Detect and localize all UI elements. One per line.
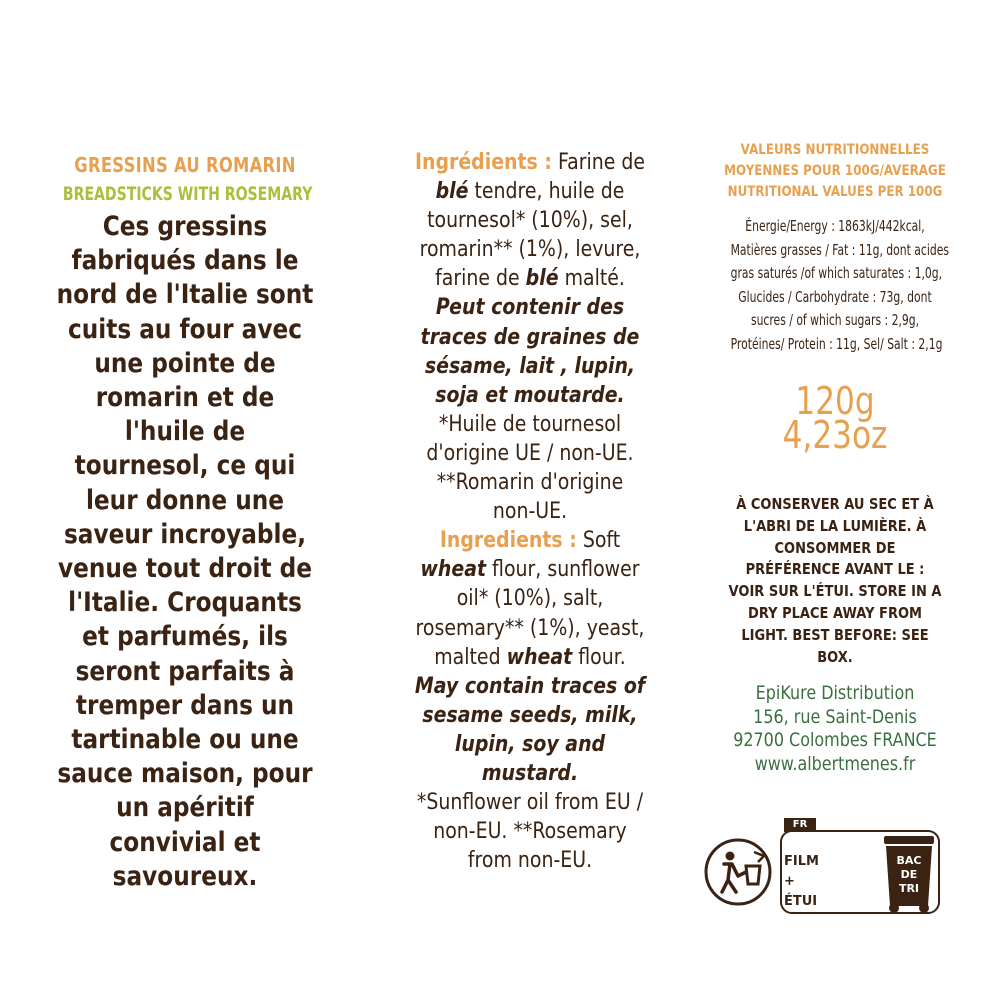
ingredients-text: malté.	[558, 266, 625, 292]
bin-label-line: DE	[900, 868, 918, 881]
ingredients-fr-line: romarin** (1%), levure,	[419, 237, 641, 263]
product-title-en: BREADSTICKS WITH ROSEMARY	[62, 183, 313, 205]
nutrition-line: sucres / of which sugars : 2,9g,	[750, 311, 920, 329]
nutrition-line: Protéines/ Protein : 11g, Sel/ Salt : 2,1g	[730, 334, 943, 353]
ingredients-fr-line: tournesol* (10%), sel,	[427, 208, 633, 234]
description-line: et parfumés, ils	[82, 621, 288, 653]
ingredients-fr-line	[397, 264, 664, 293]
allergen-en-line: lupin, soy and	[454, 731, 606, 757]
description-line: tournesol, ce qui	[74, 450, 296, 482]
origin-en-line: non-EU. **Rosemary	[433, 819, 627, 845]
description-line: romarin et de	[95, 382, 275, 414]
distributor-website: www.albertmenes.fr	[754, 752, 916, 775]
nutrition-line: gras saturés /of which saturates : 1,0g,	[730, 264, 943, 282]
allergen-word: wheat	[506, 644, 573, 670]
description-line: saveur incroyable,	[63, 518, 307, 550]
ingredients-text: Soft	[576, 528, 621, 554]
allergen-fr-line: sésame, lait , lupin,	[424, 353, 636, 379]
storage-line: VOIR SUR L'ÉTUI. STORE IN A	[728, 582, 942, 601]
ingredients-text: flour.	[572, 644, 626, 670]
allergen-word: blé	[435, 179, 469, 205]
description-line: savoureux.	[112, 860, 258, 892]
bin-label-line: TRI	[898, 882, 920, 895]
allergen-fr-line: traces de graines de	[420, 324, 640, 350]
allergen-en-line: sesame seeds, milk,	[422, 702, 638, 728]
country-tab: FR	[784, 818, 816, 832]
origin-fr-line: non-UE.	[492, 499, 568, 525]
recycling-items	[784, 852, 819, 912]
ingredients-en-line	[397, 526, 664, 555]
nutrition-heading-line: MOYENNES POUR 100G/AVERAGE	[724, 163, 946, 179]
ingredients-en-label: Ingredients :	[439, 528, 577, 554]
recycling-item-etui-label: ÉTUI	[784, 894, 818, 909]
distributor-name: EpiKure Distribution	[755, 682, 915, 705]
nutrition-heading	[690, 140, 980, 203]
ingredients-text: tendre, huile de	[468, 179, 625, 205]
nutrition-line: Glucides / Carbohydrate : 73g, dont	[738, 287, 932, 306]
distributor-city: 92700 Colombes FRANCE	[733, 729, 937, 752]
recycling-bin-icon	[880, 832, 938, 914]
origin-fr-line: **Romarin d'origine	[436, 470, 624, 496]
ingredients-text: Farine de	[551, 150, 646, 175]
description-line: sauce maison, pour	[57, 758, 313, 790]
allergen-fr-line: Peut contenir des	[435, 295, 625, 321]
triman-icon	[702, 836, 774, 908]
origin-fr-line: d'origine UE / non-UE.	[426, 440, 634, 466]
description-line: tremper dans un	[75, 689, 295, 721]
weight-ounces: 4,23oz	[782, 413, 888, 457]
recycling-item-etui	[784, 872, 819, 912]
plus-sign: +	[784, 874, 795, 889]
storage-line: BOX.	[817, 647, 853, 666]
recycling-info	[702, 818, 942, 916]
ingredients-column	[375, 148, 685, 875]
description-line: leur donne une	[85, 484, 285, 516]
ingredients-text: malted	[434, 644, 507, 670]
ingredients-fr-line	[397, 148, 664, 177]
description-line: un apéritif	[116, 792, 254, 824]
info-column	[690, 140, 980, 776]
allergen-en-line: May contain traces of	[414, 673, 646, 699]
description-line: l'Italie. Croquants	[68, 587, 302, 619]
description-line: convivial et	[109, 826, 261, 858]
description-line: l'huile de	[124, 416, 246, 448]
net-weight	[690, 379, 980, 457]
product-column	[20, 150, 350, 894]
origin-fr-line: *Huile de tournesol	[438, 411, 622, 437]
nutrition-heading-line: VALEURS NUTRITIONNELLES	[740, 142, 930, 158]
ingredients-en-line	[397, 643, 664, 672]
description-line: tartinable ou une	[71, 724, 299, 756]
description-line: Ces gressins	[102, 211, 268, 242]
allergen-word: blé	[525, 266, 559, 292]
nutrition-heading-line: NUTRITIONAL VALUES PER 100G	[727, 184, 943, 200]
bin-label-line: BAC	[896, 854, 922, 867]
distributor-address	[690, 682, 980, 776]
nutrition-values	[690, 215, 980, 356]
recycling-item-film: FILM	[784, 854, 819, 869]
storage-instructions	[690, 494, 980, 668]
ingredients-text: farine de	[435, 266, 526, 292]
description-line: fabriqués dans le	[71, 245, 299, 277]
product-description	[20, 210, 350, 894]
ingredients-fr-line	[397, 177, 664, 206]
ingredients-en-line	[397, 555, 664, 584]
nutrition-line: Énergie/Energy : 1863kJ/442kcal,	[745, 217, 925, 235]
description-line: venue tout droit de	[57, 553, 313, 585]
ingredients-fr-label: Ingrédients :	[414, 150, 552, 175]
storage-line: L'ABRI DE LA LUMIÈRE. À	[743, 516, 927, 535]
storage-line: À CONSERVER AU SEC ET À	[736, 495, 934, 513]
storage-line: LIGHT. BEST BEFORE: SEE	[741, 625, 929, 644]
ingredients-en-line: oil* (10%), salt,	[456, 586, 604, 612]
ingredients-text: flour, sunflower	[486, 557, 640, 583]
product-title-fr: GRESSINS AU ROMARIN	[74, 153, 296, 177]
description-line: cuits au four avec	[67, 313, 302, 345]
description-line: une pointe de	[94, 347, 276, 379]
origin-en-line: from non-EU.	[467, 848, 593, 874]
ingredients-en-line: rosemary** (1%), yeast,	[415, 615, 645, 641]
distributor-street: 156, rue Saint-Denis	[753, 705, 917, 728]
nutrition-line: Matières grasses / Fat : 11g, dont acides	[730, 240, 949, 259]
allergen-en-line: mustard.	[481, 760, 579, 786]
allergen-fr-line: soja et moutarde.	[435, 382, 625, 408]
origin-en-line: *Sunflower oil from EU /	[416, 790, 644, 816]
description-line: nord de l'Italie sont	[56, 279, 314, 311]
weight-grams: 120g	[795, 379, 875, 423]
storage-line: DRY PLACE AWAY FROM	[748, 603, 922, 622]
storage-line: CONSOMMER DE	[774, 538, 896, 557]
storage-line: PRÉFÉRENCE AVANT LE :	[745, 560, 925, 579]
description-line: seront parfaits à	[75, 655, 295, 687]
allergen-word: wheat	[420, 557, 487, 583]
